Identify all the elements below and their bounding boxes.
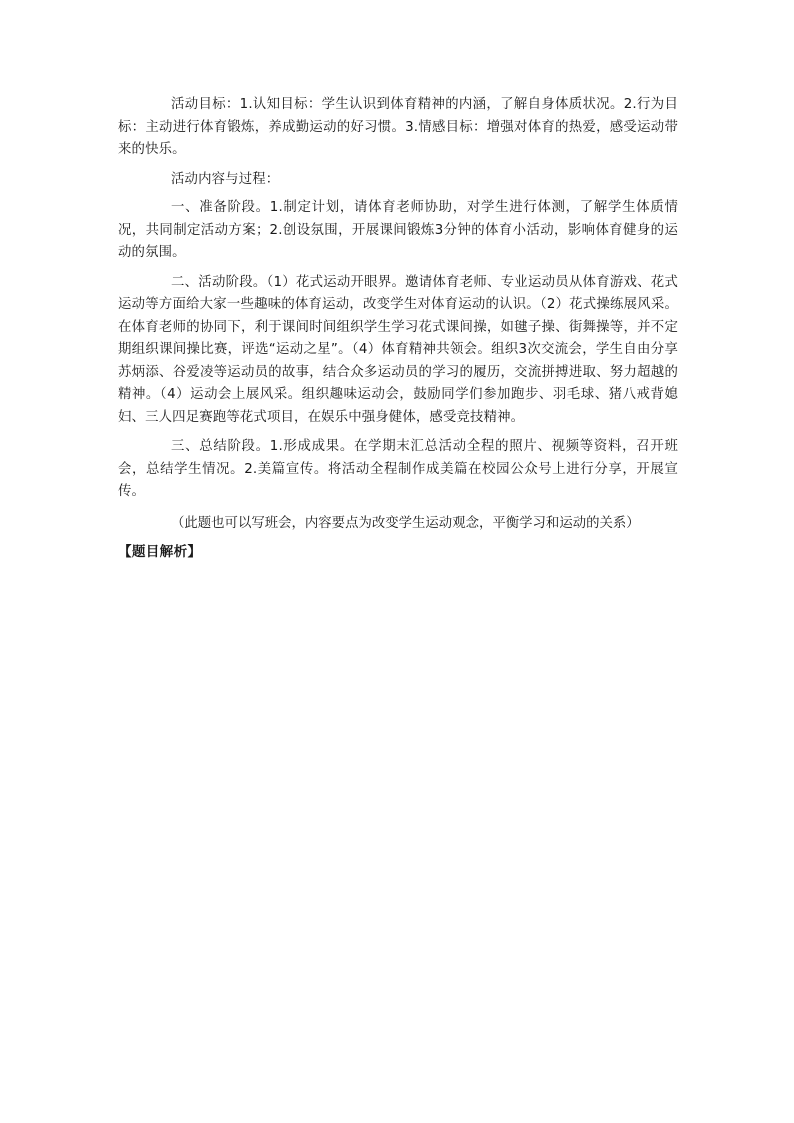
paragraph-stage-preparation: 一、准备阶段。1.制定计划，请体育老师协助，对学生进行体测，了解学生体质情况，共同制定活动方案；2.创设氛围，开展课间锻炼3分钟的体育小活动，影响体育健身的运动的氛围。 [118, 200, 678, 260]
paragraph-note: （此题也可以写班会，内容要点为改变学生运动观念，平衡学习和运动的关系） [171, 515, 640, 531]
paragraph-goals: 活动目标：1.认知目标：学生认识到体育精神的内涵，了解自身体质状况。2.行为目标：主动进行体育锻炼，养成勤运动的好习惯。3.情感目标：增强对体育的热爱，感受运动带来的快乐。 [118, 97, 678, 157]
section-heading-analysis: 【题目解析】 [118, 544, 202, 560]
paragraph-stage-activity: 二、活动阶段。（1）花式运动开眼界。邀请体育老师、专业运动员从体育游戏、花式运动等方面给大家一些趣味的体育运动，改变学生对体育运动的认识。（2）花式操练展风采。在体育老师的协同下，利于课间时间组织学生学习花式课间操，如毽子操、街舞操等，并不定期组织课间操比赛，评选“运动之星”。（4）体育精神共领会。组织3次交流会，学生自由分享苏炳添、谷爱凌等运动员的故事，结合众多运动员的学习的履历，交流拼搏进取、努力超越的精神。（4）运动会上展风采。组织趣味运动会，鼓励同学们参加跑步、羽毛球、猪八戒背媳妇、三人四足赛跑等花式项目，在娱乐中强身健体，感受竞技精神。 [118, 274, 678, 425]
paragraph-stage-summary: 三、总结阶段。1.形成成果。在学期末汇总活动全程的照片、视频等资料，召开班会，总结学生情况。2.美篇宣传。将活动全程制作成美篇在校园公众号上进行分享，开展宣传。 [118, 439, 678, 499]
paragraph-content-heading: 活动内容与过程： [171, 171, 280, 187]
document-body [118, 94, 678, 563]
